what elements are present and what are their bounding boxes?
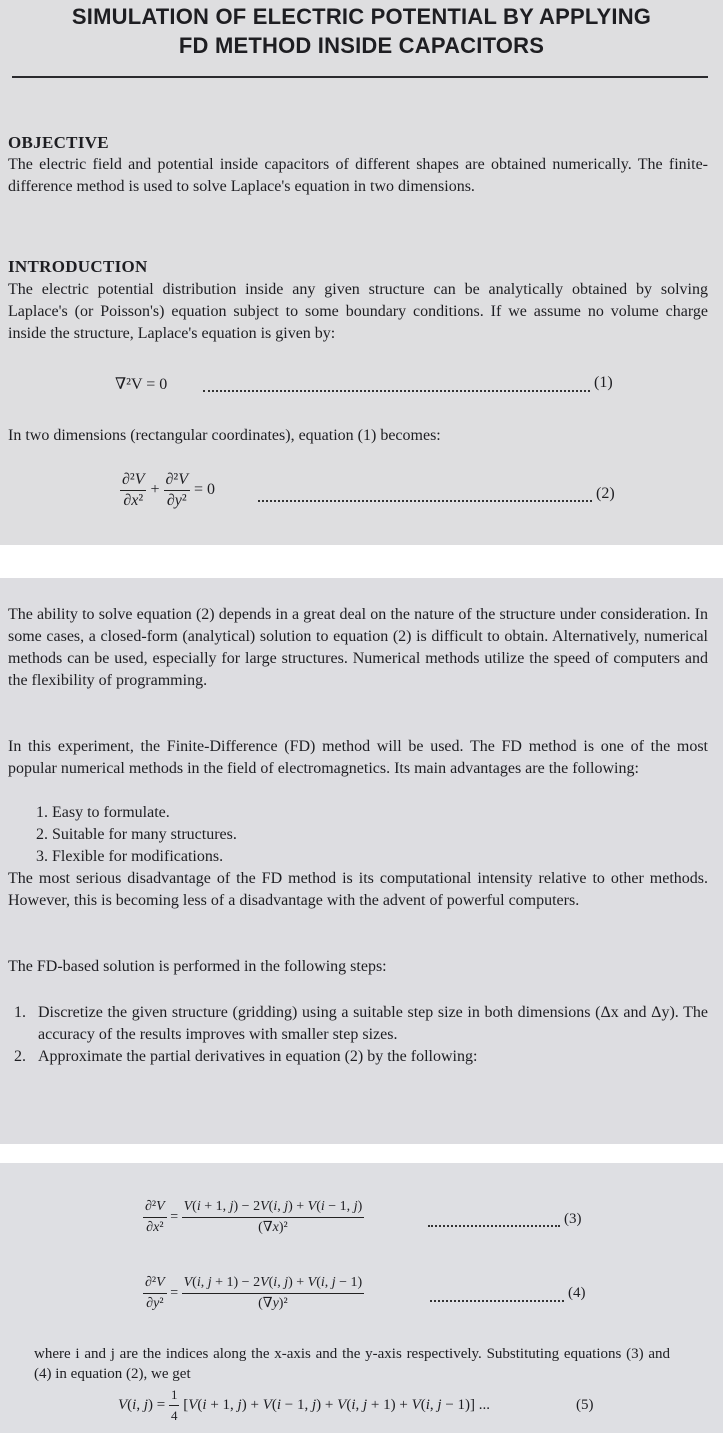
equation-3-leader [428,1225,560,1227]
objective-heading: OBJECTIVE [8,133,109,152]
page-section-1 [0,0,723,545]
equation-5-number: (5) [576,1397,594,1413]
advantage-item-2: 2. Suitable for many structures. [36,826,237,843]
step-2-number: 2. [14,1048,26,1065]
paragraph-steps-intro: The FD-based solution is performed in the following steps: [8,958,387,975]
introduction-text-2: In two dimensions (rectangular coordinates), equation (1) becomes: [8,427,441,444]
paragraph-substitution: where i and j are the indices along the x-axis and the y-axis respectively. Substituting equations (3) and (4) in equation (2), we get [34,1346,670,1382]
equation-2-number: (2) [596,485,615,502]
step-1-text: Discretize the given structure (gridding) using a suitable step size in both dimensions (Δx and Δy). The accuracy of the results improves with smaller step sizes. [38,1004,708,1043]
equation-4: $\frac{\text{∂²V}}{\text{∂y²}}$ = $\frac{V(i, j + 1) - 2V(i, j) + V(i, j - 1)}{\text{(∇y)²}}$ [145,1275,363,1311]
step-2-text: Approximate the partial derivatives in equation (2) by the following: [38,1048,478,1065]
equation-5: V(i, j) = $\frac{1}{4}$ [V(i + 1, j) + V(i − 1, j) + V(i, j + 1) + V(i, j − 1)] ... [118,1387,491,1423]
equation-2: $\frac{\text{∂²V}}{\text{∂x²}}$ + $\frac{\text{∂²V}}{\text{∂y²}}$ = 0 [122,471,216,509]
paragraph-disadvantage: The most serious disadvantage of the FD method is its computational intensity relative to other methods. However, this is becoming less of a disadvantage with the advent of powerful computers. [8,870,708,909]
equation-3: $\frac{\text{∂²V}}{\text{∂x²}}$ = $\frac{V(i + 1, j) - 2V(i, j) + V(i - 1, j)}{\text{(∇x)²}}$ [145,1199,363,1235]
title-line-1: SIMULATION OF ELECTRIC POTENTIAL BY APPLYING [71,4,652,29]
equation-3-number: (3) [564,1211,582,1227]
equation-4-number: (4) [568,1285,586,1301]
equation-1-leader [203,390,590,392]
equation-4-leader [430,1300,564,1302]
equation-1-number: (1) [594,374,613,391]
paragraph-ability: The ability to solve equation (2) depends in a great deal on the nature of the structure under consideration. In some cases, a closed-form (analytical) solution to equation (2) is difficult to obtain. Alternatively, numerical methods can be used, especially for large structures. Numerical methods utilize the speed of computers and the flexibility of programming. [8,606,708,689]
introduction-heading: INTRODUCTION [8,257,148,276]
introduction-text: The electric potential distribution inside any given structure can be analytically obtained by solving Laplace's (or Poisson's) equation subject to some boundary conditions. If we assume no volume charge inside the structure, Laplace's equation is given by: [8,281,708,342]
equation-2-leader [258,500,592,502]
page-section-3 [0,1163,723,1433]
page-section-2 [0,578,723,1144]
objective-text: The electric field and potential inside capacitors of different shapes are obtained numerically. The finite-difference method is used to solve Laplace's equation in two dimensions. [8,156,708,195]
title-line-2: FD METHOD INSIDE CAPACITORS [178,33,545,58]
step-1-number: 1. [14,1004,26,1021]
advantage-item-1: 1. Easy to formulate. [36,804,170,821]
paragraph-fd-method: In this experiment, the Finite-Difference (FD) method will be used. The FD method is one of the most popular numerical methods in the field of electromagnetics. Its main advantages are the following: [8,738,708,777]
equation-1: ∇²V = 0 [115,376,168,393]
title-divider [12,76,708,78]
advantage-item-3: 3. Flexible for modifications. [36,848,224,865]
